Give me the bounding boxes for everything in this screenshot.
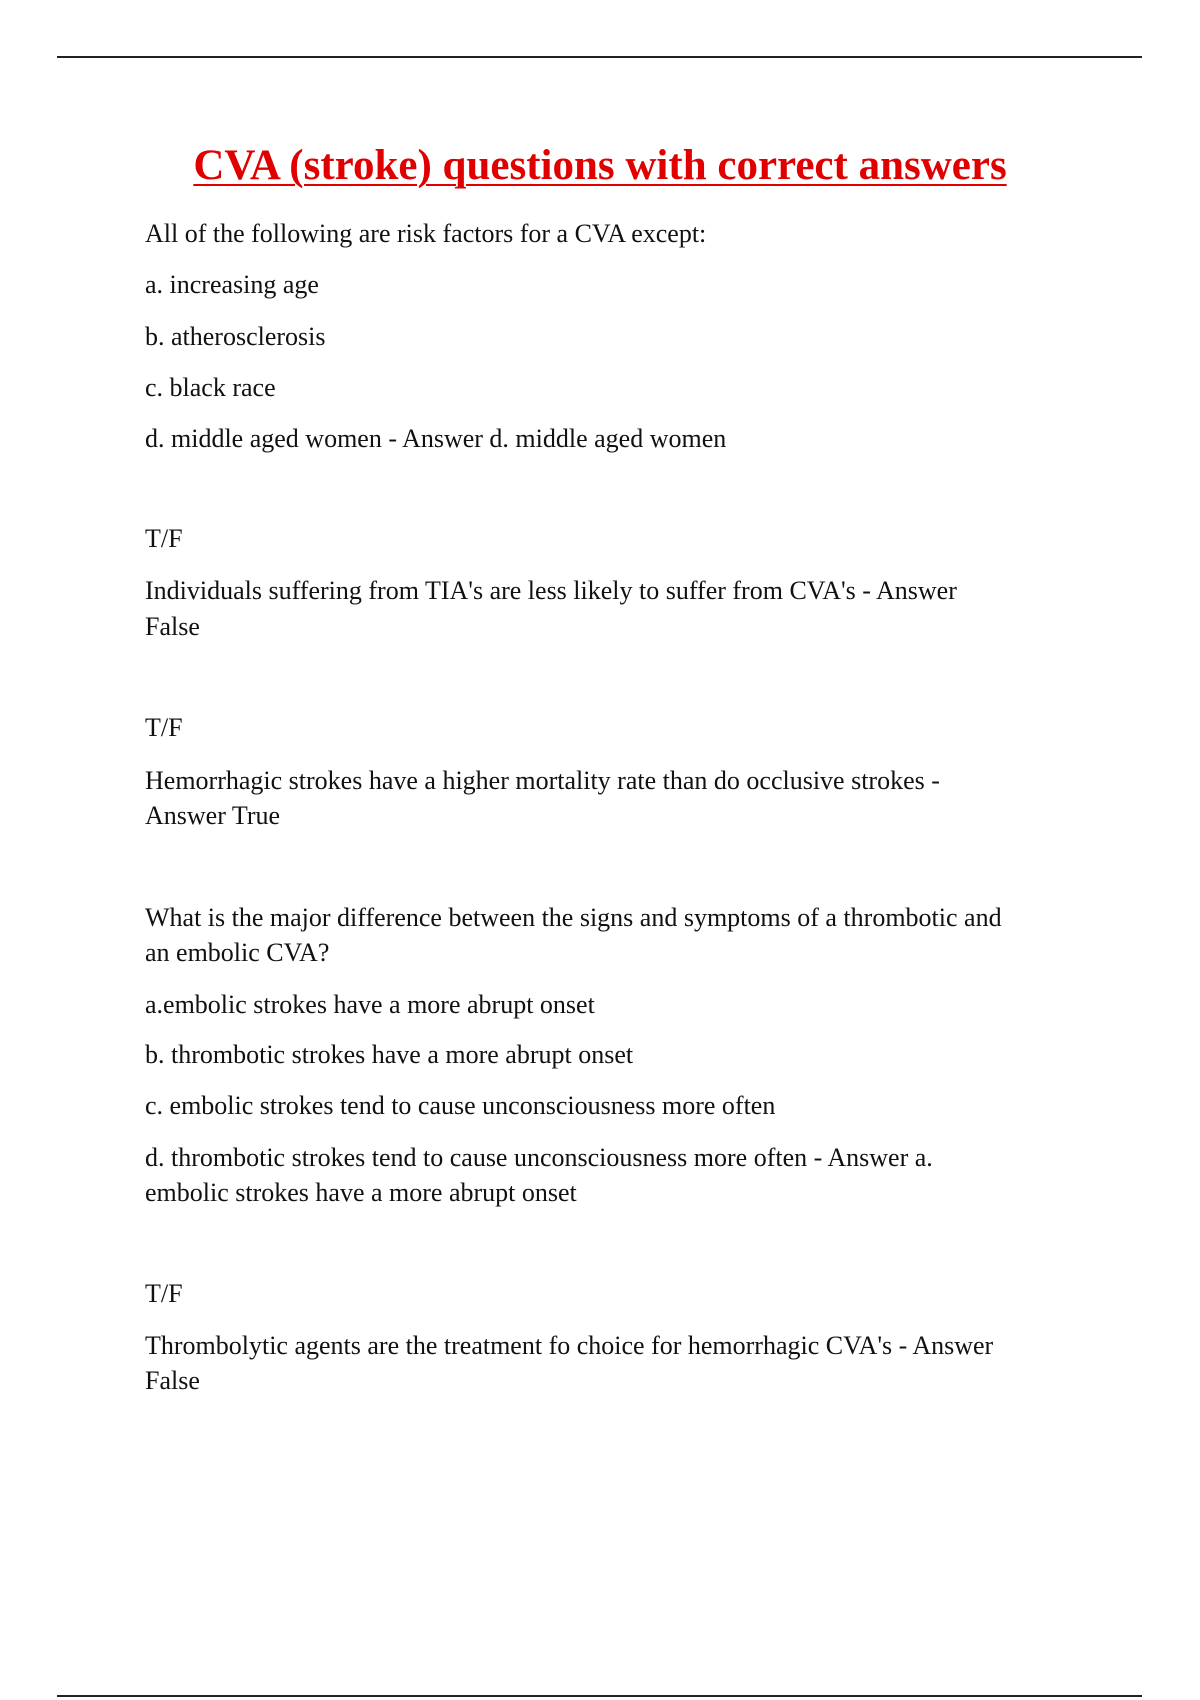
question-1-option-b: b. atherosclerosis [145,322,326,351]
document-title [0,144,1200,187]
footer-rule [57,1695,1142,1697]
question-5-answer: False [145,1366,200,1395]
question-3-answer: Answer True [145,801,281,830]
question-4-answer-cont: embolic strokes have a more abrupt onset [145,1178,577,1207]
question-4-option-c: c. embolic strokes tend to cause unconsciousness more often [145,1091,776,1120]
question-4-option-a: a.embolic strokes have a more abrupt onset [145,990,595,1019]
question-5-text: Thrombolytic agents are the treatment fo choice for hemorrhagic CVA's - Answer [145,1331,994,1360]
question-3-text: Hemorrhagic strokes have a higher mortality rate than do occlusive strokes - [145,766,940,795]
question-3-type: T/F [145,713,183,742]
header-rule [57,56,1142,58]
question-4-option-b: b. thrombotic strokes have a more abrupt onset [145,1040,634,1069]
question-2-text: Individuals suffering from TIA's are less likely to suffer from CVA's - Answer [145,576,957,605]
question-1-option-a: a. increasing age [145,270,319,299]
question-1-stem: All of the following are risk factors for a CVA except: [145,219,707,248]
title-text: CVA (stroke) questions with correct answers [193,142,1007,189]
question-2-answer: False [145,612,200,641]
question-4-stem-line2: an embolic CVA? [145,938,330,967]
question-5-type: T/F [145,1279,183,1308]
question-2-type: T/F [145,524,183,553]
question-1-option-c: c. black race [145,373,276,402]
question-1-option-d-answer: d. middle aged women - Answer d. middle aged women [145,424,727,453]
question-4-option-d-answer: d. thrombotic strokes tend to cause unconsciousness more often - Answer a. [145,1143,933,1172]
question-4-stem-line1: What is the major difference between the signs and symptoms of a thrombotic and [145,903,1002,932]
